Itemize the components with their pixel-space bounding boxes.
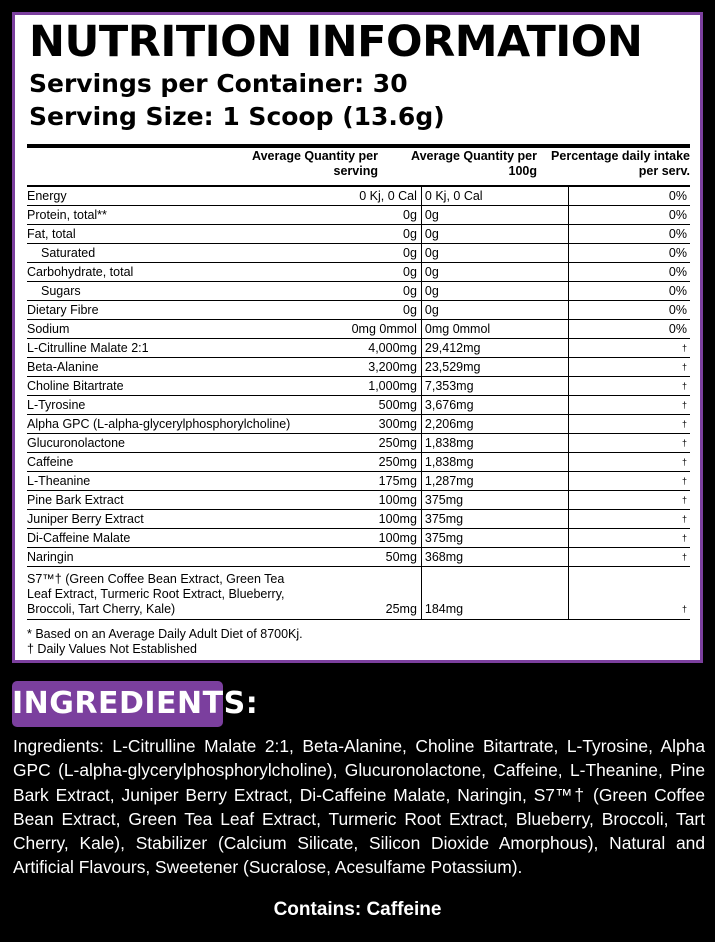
table-row [27,301,690,320]
table-row [27,415,690,434]
nutrient-name: Caffeine [27,453,290,472]
header-divider [27,144,690,148]
daily-intake-percent: 0% [568,206,690,225]
value-per-100g: 0g [421,282,568,301]
nutrient-name: Energy [27,187,290,206]
nutrient-name: Choline Bitartrate [27,377,290,396]
value-per-serving: 0 Kj, 0 Cal [290,187,421,206]
value-per-serving: 50mg [290,548,421,567]
value-per-100g: 7,353mg [421,377,568,396]
daily-intake-percent: † [568,472,690,491]
daily-intake-percent: † [568,396,690,415]
nutrient-name: Glucuronolactone [27,434,290,453]
table-row [27,339,690,358]
footnote-diet: * Based on an Average Daily Adult Diet of 8700Kj. [27,627,303,641]
value-per-serving: 0g [290,301,421,320]
daily-intake-percent: † [568,377,690,396]
table-row [27,453,690,472]
ingredients-heading: INGREDIENTS: [12,681,223,727]
nutrient-name: Beta-Alanine [27,358,290,377]
value-per-100g: 29,412mg [421,339,568,358]
daily-intake-percent: † [568,453,690,472]
value-per-serving: 25mg [290,567,421,620]
nutrient-name: Pine Bark Extract [27,491,290,510]
daily-intake-percent: 0% [568,187,690,206]
nutrient-name: Protein, total** [27,206,290,225]
nutrient-name: Carbohydrate, total [27,263,290,282]
daily-intake-percent: † [568,491,690,510]
nutrient-name: L-Tyrosine [27,396,290,415]
servings-per-container: Servings per Container: 30 [29,69,408,98]
value-per-100g: 1,838mg [421,453,568,472]
value-per-serving: 3,200mg [290,358,421,377]
value-per-serving: 0g [290,206,421,225]
value-per-100g: 0 Kj, 0 Cal [421,187,568,206]
nutrient-name: Sugars [27,282,290,301]
value-per-serving: 250mg [290,453,421,472]
daily-intake-percent: † [568,415,690,434]
value-per-100g: 1,838mg [421,434,568,453]
value-per-serving: 4,000mg [290,339,421,358]
serving-size: Serving Size: 1 Scoop (13.6g) [29,102,445,131]
table-row [27,206,690,225]
daily-intake-percent: 0% [568,320,690,339]
nutrient-name: Di-Caffeine Malate [27,529,290,548]
table-row [27,320,690,339]
table-row [27,548,690,567]
nutrient-name: Saturated [27,244,290,263]
table-row [27,225,690,244]
table-row [27,510,690,529]
value-per-serving: 0g [290,225,421,244]
daily-intake-percent: † [568,529,690,548]
value-per-serving: 0g [290,263,421,282]
table-row [27,377,690,396]
nutrient-name: S7™† (Green Coffee Bean Extract, Green Tea Leaf Extract, Turmeric Root Extract, Blueberry, Broccoli, Tart Cherry, Kale) [27,567,290,620]
daily-intake-percent: 0% [568,301,690,320]
nutrient-name: L-Citrulline Malate 2:1 [27,339,290,358]
value-per-100g: 0mg 0mmol [421,320,568,339]
value-per-serving: 500mg [290,396,421,415]
ingredients-text: Ingredients: L-Citrulline Malate 2:1, Beta-Alanine, Choline Bitartrate, L-Tyrosine, Alpha GPC (L-alpha-glycerylphosphorylcholine), Glucuronolactone, Caffeine, L-Theanine, Pine Bark Extract, Juniper Berry Extract, Di-Caffeine Malate, Naringin, S7™† (Green Coffee Bean Extract, Green Tea Leaf Extract, Turmeric Root Extract, Blueberry, Broccoli, Tart Cherry, Kale), Stabilizer (Calcium Silicate, Silicon Dioxide Amorphous), Natural and Artificial Flavours, Sweetener (Sucralose, Acesulfame Potassium). [13,736,705,878]
table-row [27,358,690,377]
value-per-100g: 375mg [421,510,568,529]
table-row [27,434,690,453]
table-row [27,187,690,206]
nutrient-name: Sodium [27,320,290,339]
column-header-per-serving: Average Quantity per serving [252,149,378,178]
table-row [27,472,690,491]
table-row [27,263,690,282]
table-row [27,396,690,415]
nutrition-title: NUTRITION INFORMATION [29,17,643,67]
value-per-serving: 100mg [290,529,421,548]
value-per-serving: 0g [290,282,421,301]
value-per-100g: 368mg [421,548,568,567]
value-per-100g: 23,529mg [421,358,568,377]
daily-intake-percent: 0% [568,282,690,301]
value-per-serving: 250mg [290,434,421,453]
value-per-serving: 0g [290,244,421,263]
value-per-100g: 0g [421,301,568,320]
daily-intake-percent: † [568,567,690,620]
column-header-per-100g: Average Quantity per 100g [411,149,537,178]
value-per-serving: 1,000mg [290,377,421,396]
daily-intake-percent: † [568,339,690,358]
value-per-100g: 375mg [421,491,568,510]
daily-intake-percent: 0% [568,244,690,263]
daily-intake-percent: † [568,548,690,567]
nutrient-name: Naringin [27,548,290,567]
value-per-100g: 1,287mg [421,472,568,491]
daily-intake-percent: 0% [568,225,690,244]
value-per-serving: 100mg [290,510,421,529]
nutrient-name: Alpha GPC (L-alpha-glycerylphosphorylcholine) [27,415,290,434]
daily-intake-percent: † [568,358,690,377]
value-per-100g: 0g [421,244,568,263]
nutrition-panel [12,12,703,663]
table-row [27,491,690,510]
value-per-100g: 0g [421,206,568,225]
value-per-100g: 2,206mg [421,415,568,434]
value-per-serving: 100mg [290,491,421,510]
nutrient-name: Dietary Fibre [27,301,290,320]
nutrition-table [27,187,690,620]
table-row [27,282,690,301]
daily-intake-percent: † [568,510,690,529]
value-per-100g: 0g [421,225,568,244]
column-header-daily-intake: Percentage daily intake per serv. [551,149,690,178]
value-per-100g: 3,676mg [421,396,568,415]
table-row [27,529,690,548]
nutrient-name: Juniper Berry Extract [27,510,290,529]
value-per-serving: 300mg [290,415,421,434]
nutrient-name: Fat, total [27,225,290,244]
value-per-100g: 0g [421,263,568,282]
value-per-100g: 375mg [421,529,568,548]
daily-intake-percent: † [568,434,690,453]
value-per-serving: 175mg [290,472,421,491]
daily-intake-percent: 0% [568,263,690,282]
table-row [27,567,690,620]
contains-statement: Contains: Caffeine [273,899,442,920]
value-per-100g: 184mg [421,567,568,620]
footnote-daily-values: † Daily Values Not Established [27,642,197,656]
nutrient-name: L-Theanine [27,472,290,491]
table-row [27,244,690,263]
value-per-serving: 0mg 0mmol [290,320,421,339]
